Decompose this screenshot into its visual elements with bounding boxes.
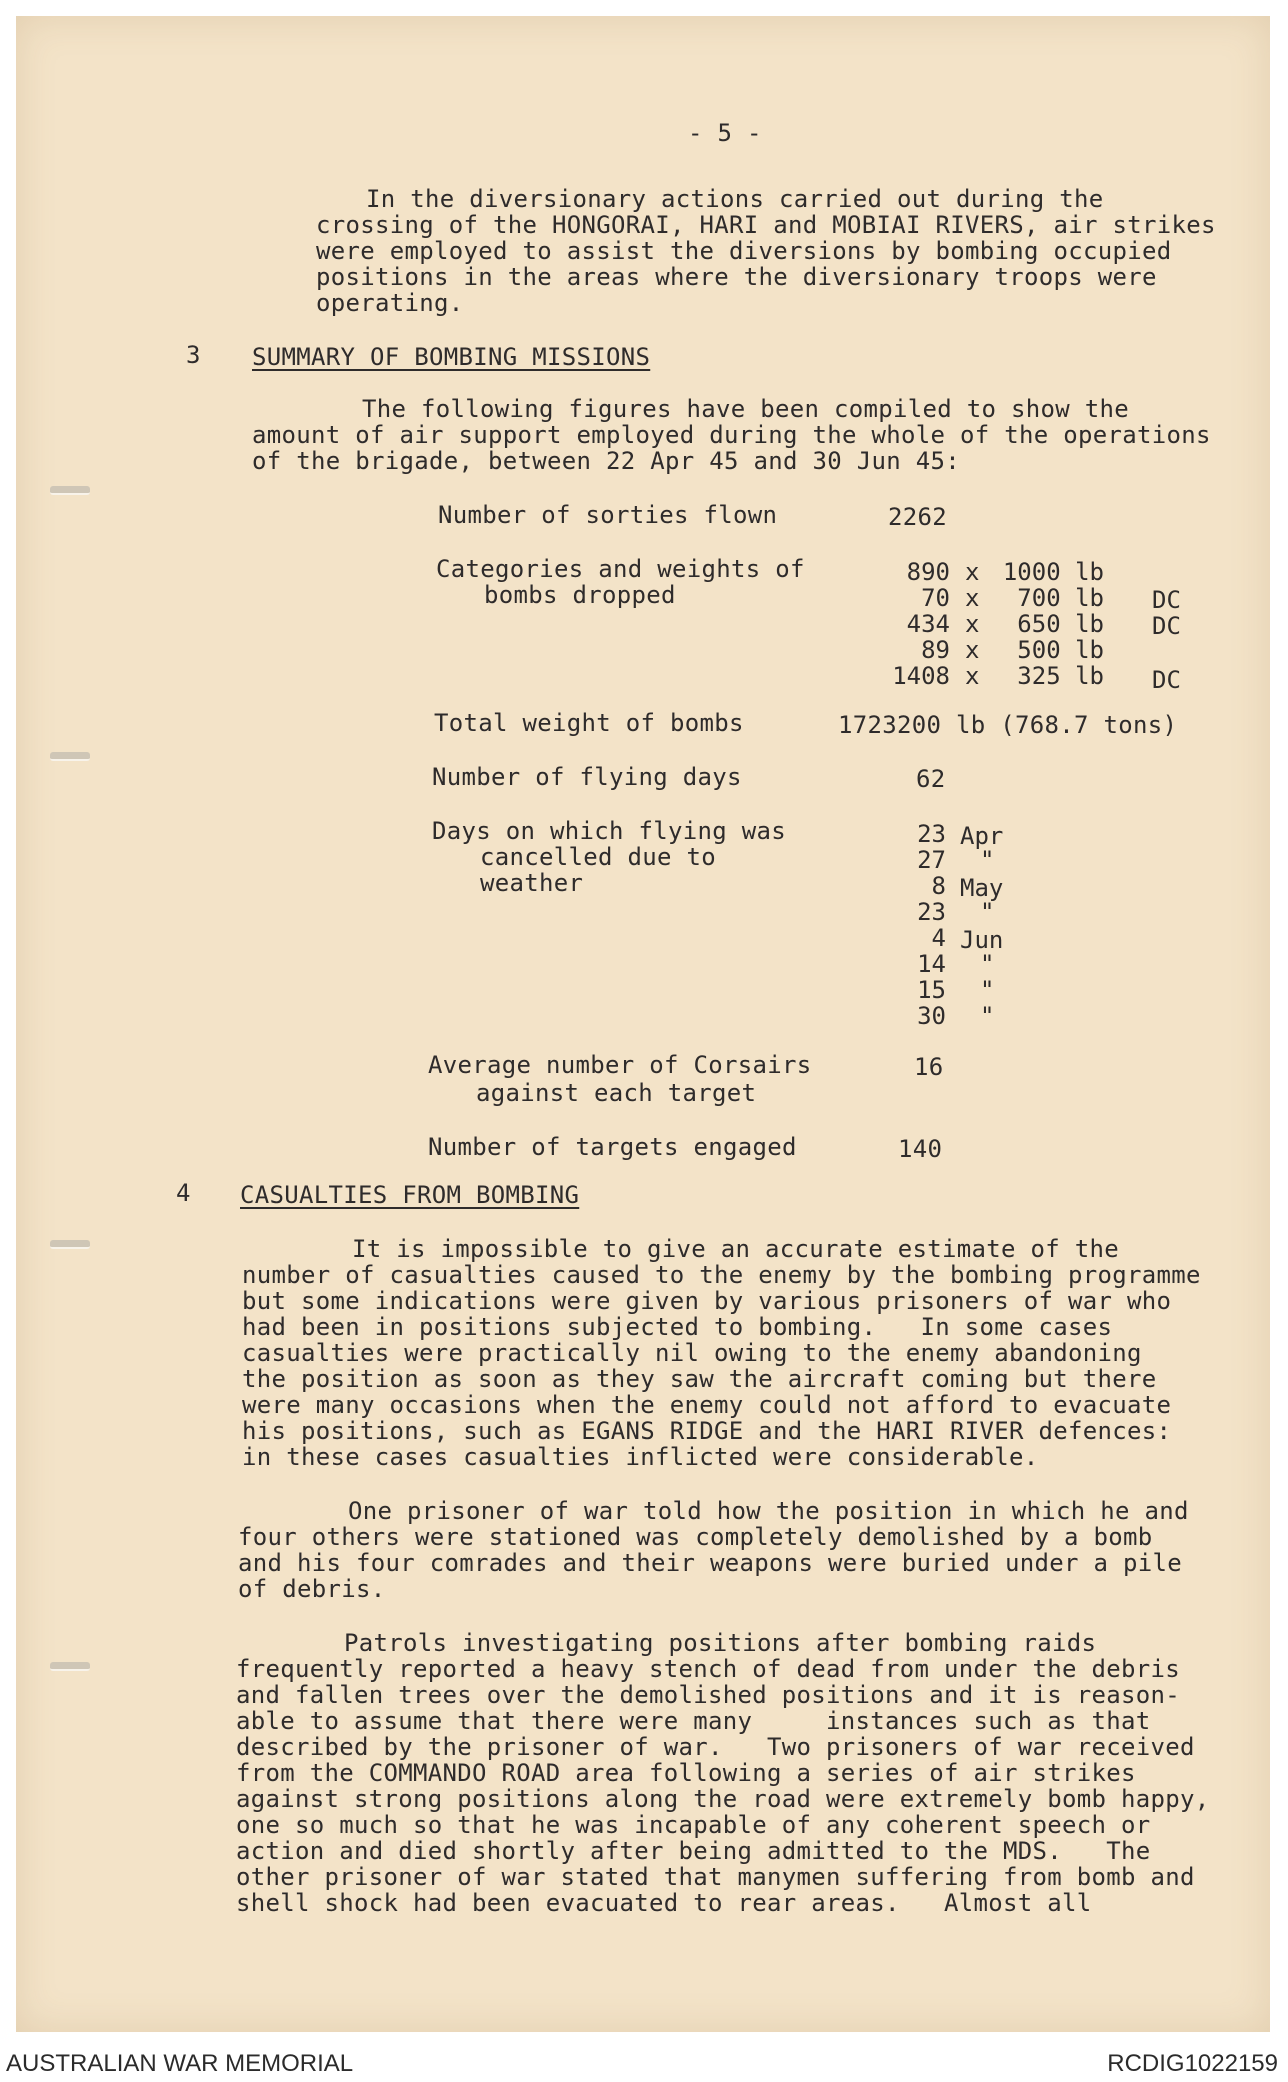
cancelled-day: 14 — [917, 950, 946, 978]
casualties-line: casualties were practically nil owing to the enemy abandoning — [242, 1339, 1142, 1367]
bomb-weight: 650 lb — [1017, 610, 1104, 638]
bomb-count: 434 — [906, 610, 950, 638]
cancelled-month: " — [980, 898, 995, 926]
section-3-number: 3 — [186, 341, 201, 369]
punch-hole-mark — [50, 1662, 90, 1671]
prisoner-line: of debris. — [238, 1575, 386, 1603]
section-3-line: The following figures have been compiled to show the — [362, 395, 1129, 423]
cancelled-day: 30 — [917, 1002, 946, 1030]
corsairs-label: against each target — [476, 1079, 757, 1107]
cancelled-month: " — [980, 950, 995, 978]
bomb-type: DC — [1152, 666, 1181, 694]
patrols-line: action and died shortly after being admitted to the MDS. The — [236, 1837, 1151, 1865]
section-3-line: of the brigade, between 22 Apr 45 and 30 Jun 45: — [252, 447, 960, 475]
cancelled-label: cancelled due to — [480, 843, 716, 871]
archive-reference: RCDIG1022159 — [1107, 2050, 1278, 2077]
cancelled-month: " — [980, 976, 995, 1004]
intro-line: positions in the areas where the diversionary troops were — [316, 263, 1157, 291]
cancelled-day: 15 — [917, 976, 946, 1004]
corsairs-label: Average number of Corsairs — [428, 1051, 812, 1079]
page-number: - 5 - — [688, 119, 762, 147]
bomb-count: 890 — [906, 558, 950, 586]
categories-label: Categories and weights of — [436, 555, 805, 583]
section-3-line: amount of air support employed during the whole of the operations — [252, 421, 1211, 449]
prisoner-line: One prisoner of war told how the position in which he and — [348, 1497, 1189, 1525]
section-3-heading: SUMMARY OF BOMBING MISSIONS — [252, 343, 651, 371]
cancelled-month: " — [980, 846, 995, 874]
punch-hole-mark — [50, 752, 90, 761]
bomb-times: x — [965, 662, 980, 690]
punch-hole-mark — [50, 486, 90, 495]
targets-label: Number of targets engaged — [428, 1133, 797, 1161]
intro-line: In the diversionary actions carried out during the — [366, 185, 1104, 213]
patrols-line: Patrols investigating positions after bombing raids — [344, 1629, 1097, 1657]
cancelled-month: May — [960, 874, 1004, 902]
casualties-line: but some indications were given by various prisoners of war who — [242, 1287, 1172, 1315]
categories-label: bombs dropped — [484, 581, 676, 609]
bomb-times: x — [965, 558, 980, 586]
patrols-line: described by the prisoner of war. Two prisoners of war received — [236, 1733, 1195, 1761]
intro-line: crossing of the HONGORAI, HARI and MOBIAI RIVERS, air strikes — [316, 211, 1216, 239]
cancelled-day: 4 — [931, 924, 946, 952]
total-weight-label: Total weight of bombs — [434, 709, 744, 737]
casualties-line: had been in positions subjected to bombing. In some cases — [242, 1313, 1113, 1341]
bomb-count: 89 — [921, 636, 950, 664]
total-weight-value: 1723200 lb (768.7 tons) — [838, 711, 1178, 739]
bomb-count: 1408 — [892, 662, 950, 690]
patrols-line: frequently reported a heavy stench of dead from under the debris — [236, 1655, 1180, 1683]
cancelled-day: 23 — [917, 898, 946, 926]
bomb-times: x — [965, 584, 980, 612]
patrols-line: able to assume that there were many instances such as that — [236, 1707, 1151, 1735]
cancelled-month: Jun — [960, 926, 1004, 954]
bomb-weight: 1000 lb — [1002, 558, 1104, 586]
sorties-value: 2262 — [888, 503, 947, 531]
prisoner-line: and his four comrades and their weapons were buried under a pile — [238, 1549, 1182, 1577]
patrols-line: other prisoner of war stated that manymen suffering from bomb and — [236, 1863, 1195, 1891]
casualties-line: the position as soon as they saw the aircraft coming but there — [242, 1365, 1157, 1393]
punch-hole-mark — [50, 1240, 90, 1249]
section-4-heading: CASUALTIES FROM BOMBING — [240, 1181, 580, 1209]
patrols-line: against strong positions along the road were extremely bomb happy, — [236, 1785, 1210, 1813]
patrols-line: and fallen trees over the demolished positions and it is reason- — [236, 1681, 1180, 1709]
cancelled-month: Apr — [960, 822, 1004, 850]
flying-days-value: 62 — [916, 765, 946, 793]
casualties-line: number of casualties caused to the enemy by the bombing programme — [242, 1261, 1201, 1289]
casualties-line: were many occasions when the enemy could not afford to evacuate — [242, 1391, 1172, 1419]
cancelled-month: " — [980, 1002, 995, 1030]
intro-line: operating. — [316, 289, 464, 317]
intro-line: were employed to assist the diversions by bombing occupied — [316, 237, 1172, 265]
bomb-weight: 500 lb — [1017, 636, 1104, 664]
casualties-line: his positions, such as EGANS RIDGE and the HARI RIVER defences: — [242, 1417, 1172, 1445]
bomb-type: DC — [1152, 586, 1181, 614]
cancelled-day: 27 — [917, 846, 946, 874]
prisoner-line: four others were stationed was completely demolished by a bomb — [238, 1523, 1153, 1551]
sorties-label: Number of sorties flown — [438, 501, 778, 529]
targets-value: 140 — [898, 1135, 943, 1163]
casualties-line: in these cases casualties inflicted were considerable. — [242, 1443, 1039, 1471]
section-4-number: 4 — [176, 1179, 191, 1207]
bomb-count: 70 — [921, 584, 950, 612]
patrols-line: one so much so that he was incapable of any coherent speech or — [236, 1811, 1151, 1839]
bomb-times: x — [965, 636, 980, 664]
patrols-line: from the COMMANDO ROAD area following a series of air strikes — [236, 1759, 1136, 1787]
bomb-weight: 700 lb — [1017, 584, 1104, 612]
cancelled-day: 23 — [917, 820, 946, 848]
bomb-type: DC — [1152, 612, 1181, 640]
patrols-line: shell shock had been evacuated to rear areas. Almost all — [236, 1889, 1092, 1917]
bomb-weight: 325 lb — [1017, 662, 1104, 690]
cancelled-day: 8 — [931, 872, 946, 900]
cancelled-label: Days on which flying was — [432, 817, 786, 845]
casualties-line: It is impossible to give an accurate estimate of the — [352, 1235, 1119, 1263]
cancelled-label: weather — [480, 869, 584, 897]
archive-name: AUSTRALIAN WAR MEMORIAL — [6, 2050, 354, 2077]
corsairs-value: 16 — [914, 1053, 944, 1081]
bomb-times: x — [965, 610, 980, 638]
flying-days-label: Number of flying days — [432, 763, 742, 791]
